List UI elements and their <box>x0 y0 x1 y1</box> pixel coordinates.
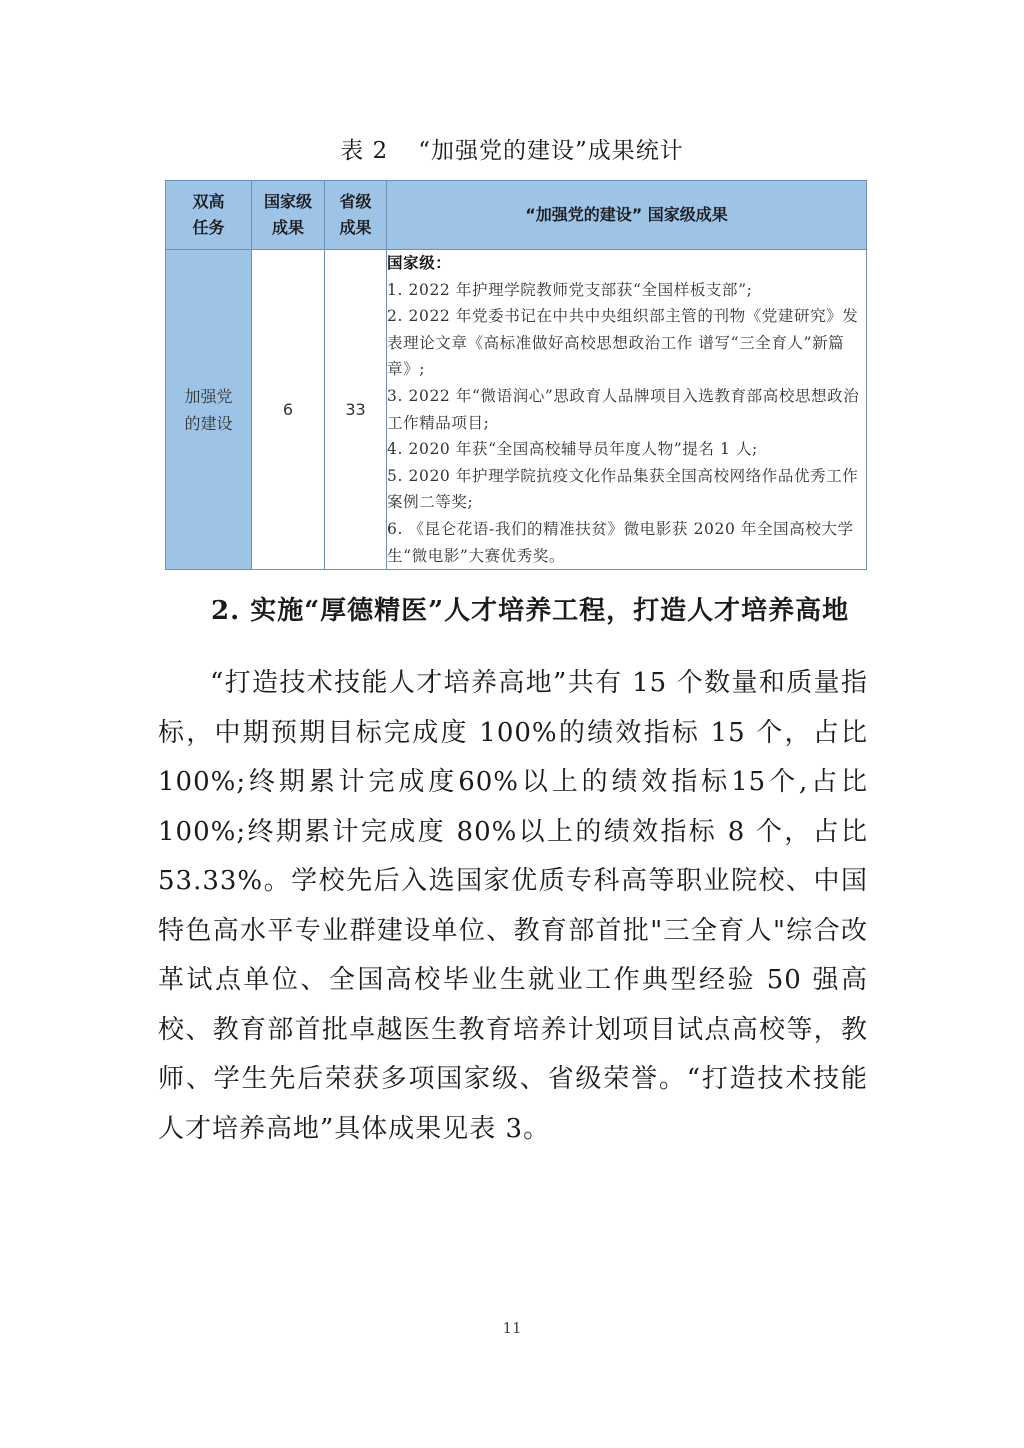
details-cell <box>387 250 867 570</box>
page-number: 11 <box>502 1319 522 1337</box>
header-provincial-line1: 省级 <box>339 192 372 211</box>
body-paragraph: “打造技术技能人才培养高地”共有 15 个数量和质量指标，中期预期目标完成度 100%的绩效指标 15 个，占比 100%;终期累计完成度60%以上的绩效指标15个,占比100%;终期累计完成度 80%以上的绩效指标 8 个，占比 53.33%。学校先后入选国家优质专科高等职业院校、中国特色高水平专业群建设单位、教育部首批"三全育人"综合改革试点单位、全国高校毕业生就业工作典型经验 50 强高校、教育部首批卓越医生教育培养计划项目试点高校等，教师、学生先后荣获多项国家级、省级荣誉。“打造技术技能人才培养高地”具体成果见表 3。 <box>158 668 868 1144</box>
header-national <box>252 181 325 250</box>
task-line1: 加强党 <box>184 386 233 406</box>
header-national-line2: 成果 <box>271 218 304 237</box>
achievement-item-1: 1. 2022 年护理学院教师党支部获“全国样板支部”; <box>387 280 753 299</box>
national-count: 6 <box>252 250 325 570</box>
task-cell <box>166 250 252 570</box>
header-details: “加强党的建设” 国家级成果 <box>387 181 867 250</box>
table-header-row <box>166 181 867 250</box>
table-caption <box>0 132 1024 165</box>
header-national-line1: 国家级 <box>263 192 312 211</box>
achievement-item-4: 4. 2020 年获“全国高校辅导员年度人物”提名 1 人; <box>387 440 758 459</box>
provincial-count: 33 <box>325 250 387 570</box>
header-task <box>166 181 252 250</box>
table-row <box>166 250 867 570</box>
achievement-item-6: 6. 《昆仑花语-我们的精准扶贫》微电影获 2020 年全国高校大学生“微电影”大赛优秀奖。 <box>387 519 854 565</box>
header-provincial-line2: 成果 <box>339 218 372 237</box>
achievement-item-5: 5. 2020 年护理学院抗疫文化作品集获全国高校网络作品优秀工作案例二等奖; <box>387 466 859 512</box>
header-task-line2: 任务 <box>192 218 225 237</box>
achievement-item-3: 3. 2022 年“微语润心”思政育人品牌项目入选教育部高校思想政治工作精品项目; <box>387 386 860 432</box>
results-table <box>165 180 867 570</box>
header-task-line1: 双高 <box>192 192 225 211</box>
achievement-item-2: 2. 2022 年党委书记在中共中央组织部主管的刊物《党建研究》发表理论文章《高标准做好高校思想政治工作 谱写“三全育人”新篇章》; <box>387 307 859 379</box>
task-line2: 的建设 <box>184 413 233 433</box>
section-heading: 2. 实施“厚德精医”人才培养工程，打造人才培养高地 <box>211 596 850 626</box>
header-provincial <box>325 181 387 250</box>
table-caption-title: “加强党的建设”成果统计 <box>418 138 684 164</box>
level-label: 国家级： <box>387 253 452 272</box>
table-caption-number: 表 2 <box>340 138 389 164</box>
